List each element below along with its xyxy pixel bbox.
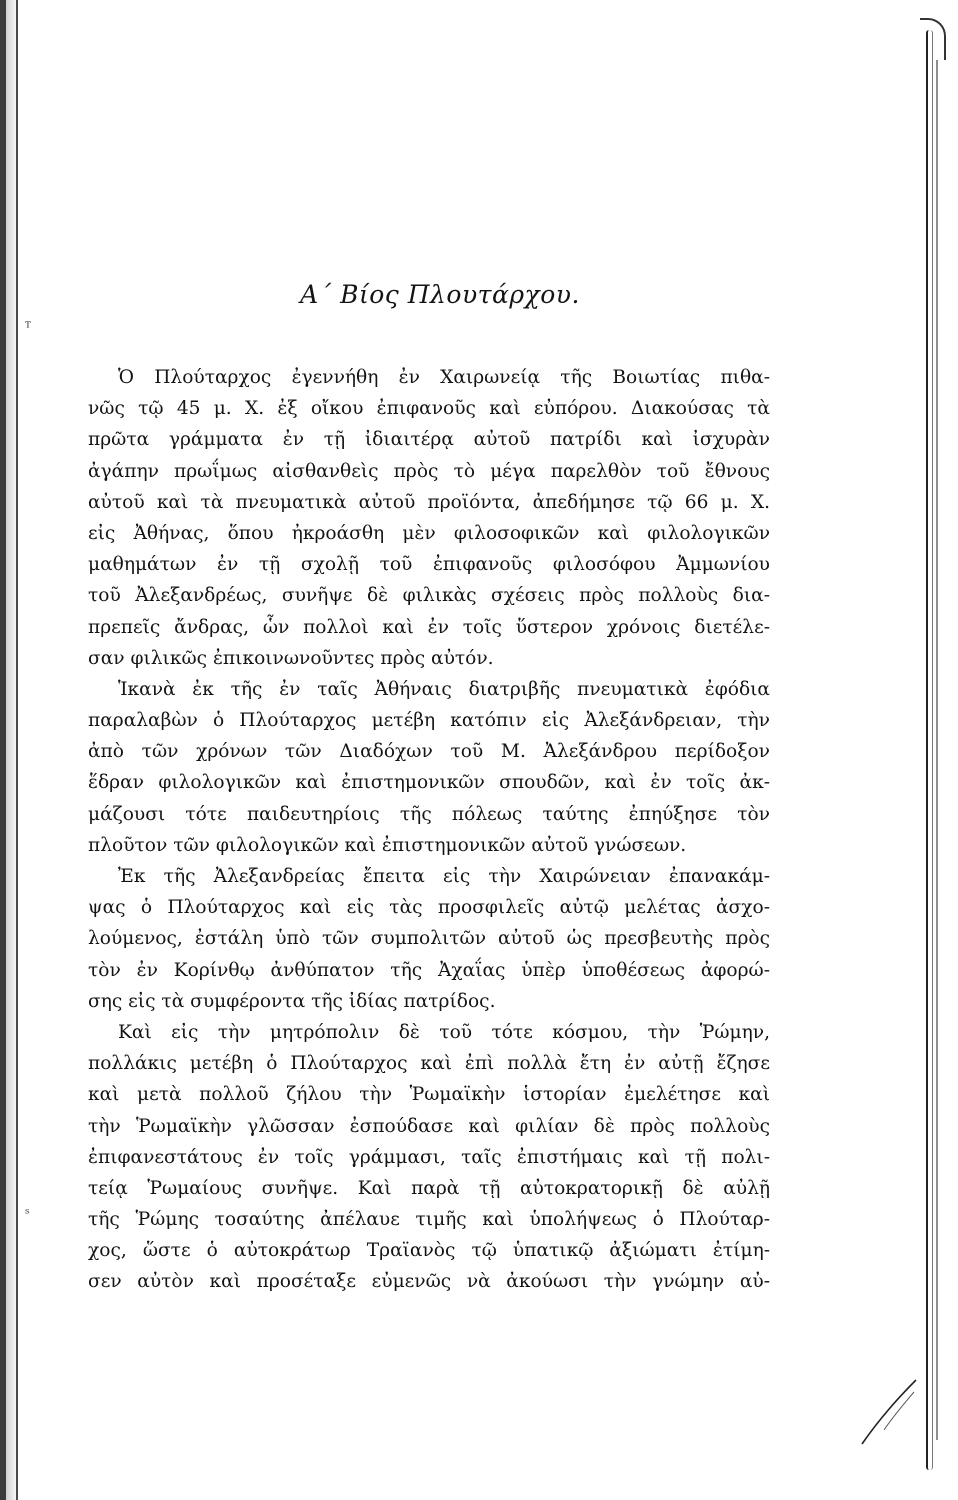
margin-mark: ᵀ	[25, 320, 31, 336]
margin-mark-lower: ˢ	[25, 1206, 30, 1222]
text-line: μάζουσι τότε παιδευτηρίοις τῆς πόλεως ταύτης ἐπηύξησε τὸν	[88, 803, 770, 825]
text-line: καὶ μετὰ πολλοῦ ζήλου τὴν Ῥωμαϊκὴν ἱστορίαν ἐμελέτησε καὶ	[88, 1084, 770, 1106]
text-line: τείᾳ Ῥωμαίους συνῆψε. Καὶ παρὰ τῇ αὐτοκρατορικῇ δὲ αὐλῇ	[88, 1177, 770, 1199]
text-line: ψας ὁ Πλούταρχος καὶ εἰς τὰς προσφιλεῖς αὐτῷ μελέτας ἀσχο-	[88, 897, 770, 919]
chapter-heading: Α΄ Βίος Πλουτάρχου.	[300, 280, 580, 309]
text-line: ἀγάπην πρωΐμως αἰσθανθεὶς πρὸς τὸ μέγα παρελθὸν τοῦ ἔθνους	[88, 460, 770, 482]
page-right-edge	[922, 0, 958, 1500]
text-line: πρῶτα γράμματα ἐν τῇ ἰδιαιτέρᾳ αὐτοῦ πατρίδι καὶ ἰσχυρὰν	[88, 429, 770, 451]
text-line: τῆς Ῥώμης τοσαύτης ἀπέλαυε τιμῆς καὶ ὑπολήψεως ὁ Πλούταρ-	[88, 1209, 770, 1231]
text-line: παραλαβὼν ὁ Πλούταρχος μετέβη κατόπιν εἰς Ἀλεξάνδρειαν, τὴν	[88, 710, 770, 732]
page-corner-top	[920, 18, 946, 60]
text-line: τὸν ἐν Κορίνθῳ ἀνθύπατον τῆς Ἀχαΐας ὑπὲρ ὑποθέσεως ἀφορώ-	[88, 959, 770, 981]
text-line: ἕδραν φιλολογικῶν καὶ ἐπιστημονικῶν σπουδῶν, καὶ ἐν τοῖς ἀκ-	[88, 772, 770, 794]
text-line: Ὁ Πλούταρχος ἐγεννήθη ἐν Χαιρωνείᾳ τῆς Βοιωτίας πιθα-	[118, 367, 770, 388]
text-line: Ἱκανὰ ἐκ τῆς ἐν ταῖς Ἀθήναις διατριβῆς πνευματικὰ ἐφόδια	[118, 678, 770, 700]
text-line: εἰς Ἀθήνας, ὅπου ἠκροάσθη μὲν φιλοσοφικῶν καὶ φιλολογικῶν	[88, 522, 770, 544]
text-line: σης εἰς τὰ συμφέροντα τῆς ἰδίας πατρίδος.	[88, 990, 496, 1012]
text-line: ἀπὸ τῶν χρόνων τῶν Διαδόχων τοῦ Μ. Ἀλεξάνδρου περίδοξον	[88, 741, 770, 763]
text-line: Καὶ εἰς τὴν μητρόπολιν δὲ τοῦ τότε κόσμου, τὴν Ῥώμην,	[118, 1021, 770, 1043]
text-line: τὴν Ῥωμαϊκὴν γλῶσσαν ἐσπούδασε καὶ φιλίαν δὲ πρὸς πολλοὺς	[88, 1115, 770, 1137]
body-text	[88, 362, 770, 1298]
text-line: πολλάκις μετέβη ὁ Πλούταρχος καὶ ἐπὶ πολλὰ ἔτη ἐν αὐτῇ ἔζησε	[88, 1053, 770, 1075]
text-line: μαθημάτων ἐν τῇ σχολῇ τοῦ ἐπιφανοῦς φιλοσόφου Ἀμμωνίου	[88, 554, 770, 576]
text-line: Ἐκ τῆς Ἀλεξανδρείας ἔπειτα εἰς τὴν Χαιρώνειαν ἐπανακάμ-	[118, 866, 770, 887]
text-line: σαν φιλικῶς ἐπικοινωνοῦντες πρὸς αὐτόν.	[88, 647, 494, 669]
text-line: πρεπεῖς ἄνδρας, ὧν πολλοὶ καὶ ἐν τοῖς ὕστερον χρόνοις διετέλε-	[88, 616, 770, 638]
text-line: τοῦ Ἀλεξανδρέως, συνῆψε δὲ φιλικὰς σχέσεις πρὸς πολλοὺς δια-	[88, 585, 770, 607]
page-corner-curl	[858, 1378, 918, 1448]
scan-binding-line	[16, 0, 18, 1500]
text-line: ἐπιφανεστάτους ἐν τοῖς γράμμασι, ταῖς ἐπιστήμαις καὶ τῇ πολι-	[88, 1146, 770, 1168]
text-line: αὐτοῦ καὶ τὰ πνευματικὰ αὐτοῦ προϊόντα, ἀπεδήμησε τῷ 66 μ. Χ.	[88, 491, 770, 513]
text-line: πλοῦτον τῶν φιλολογικῶν καὶ ἐπιστημονικῶν αὐτοῦ γνώσεων.	[88, 834, 687, 856]
text-line: χος, ὥστε ὁ αὐτοκράτωρ Τραϊανὸς τῷ ὑπατικῷ ἀξιώματι ἐτίμη-	[88, 1240, 770, 1262]
text-line: λούμενος, ἐστάλη ὑπὸ τῶν συμπολιτῶν αὐτοῦ ὡς πρεσβευτὴς πρὸς	[88, 928, 770, 950]
text-line: νῶς τῷ 45 μ. Χ. ἐξ οἴκου ἐπιφανοῦς καὶ εὐπόρου. Διακούσας τὰ	[88, 398, 770, 420]
text-line: σεν αὐτὸν καὶ προσέταξε εὐμενῶς νὰ ἀκούωσι τὴν γνώμην αὐ-	[88, 1271, 770, 1293]
